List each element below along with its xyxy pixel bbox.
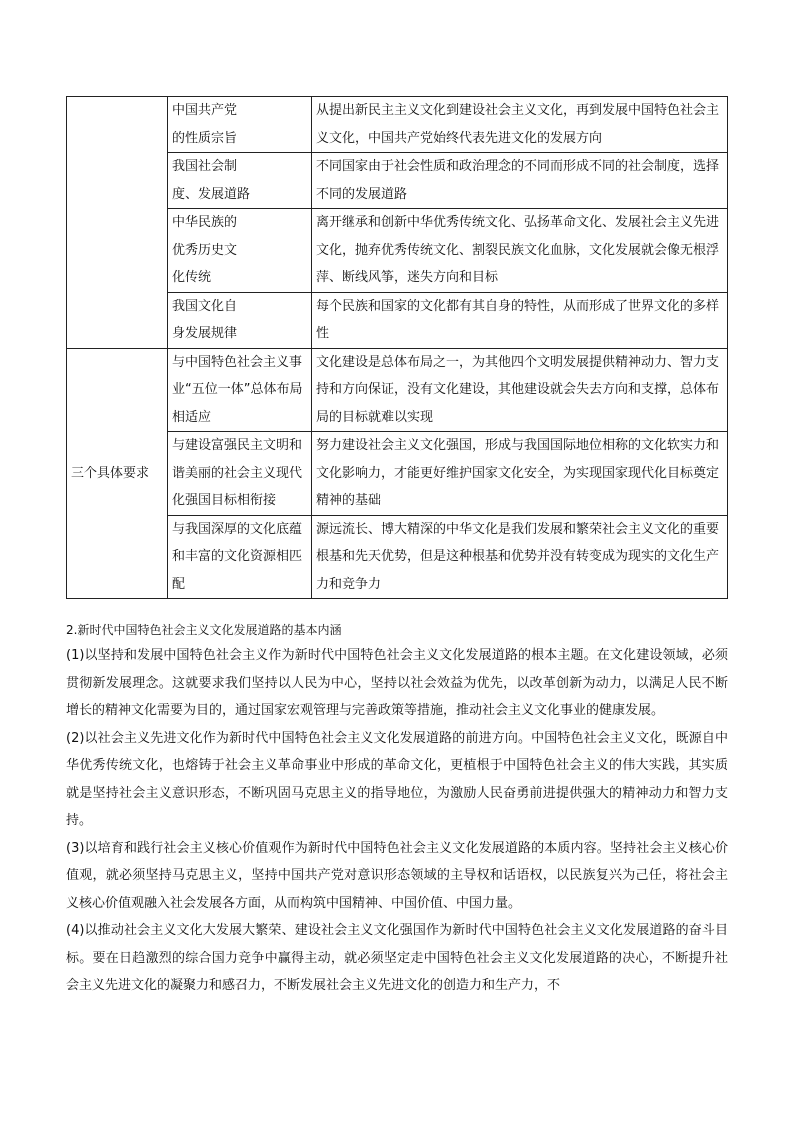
category-cell [67, 97, 168, 349]
table-row [67, 348, 728, 432]
paragraph: (2)以社会主义先进文化作为新时代中国特色社会主义文化发展道路的前进方向。中国特色社会主义文化，既源自中华优秀传统文化，也熔铸于社会主义革命事业中形成的革命文化，更植根于中国特色社会主义的伟大实践，其实质就是坚持社会主义意识形态，不断巩固马克思主义的指导地位，为激励人民奋勇前进提供强大的精神动力和智力支持。 [66, 730, 728, 828]
paragraph: (1)以坚持和发展中国特色社会主义作为新时代中国特色社会主义文化发展道路的根本主题。在文化建设领域，必须贯彻新发展理念。这就要求我们坚持以人民为中心，坚持以社会效益为优先，以改革创新为动力，以满足人民不断增长的精神文化需要为目的，通过国家宏观管理与完善政策等措施，推动社会主义文化事业的健康发展。 [66, 648, 728, 718]
category-cell: 三个具体要求 [67, 348, 168, 599]
item-cell: 我国社会制 度、发展道路 [168, 153, 312, 209]
item-cell: 与我国深厚的文化底蕴和丰富的文化资源相匹配 [168, 515, 312, 599]
paragraph: (3)以培育和践行社会主义核心价值观作为新时代中国特色社会主义文化发展道路的本质内容。坚持社会主义核心价值观，就必须坚持马克思主义，坚持中国共产党对意识形态领域的主导权和话语权，以民族复兴为己任，将社会主义核心价值观融入社会发展各方面，从而构筑中国精神、中国价值、中国力量。 [66, 840, 728, 911]
section-body [66, 618, 728, 1000]
content-table [66, 96, 728, 599]
item-cell: 中国共产党 的性质宗旨 [168, 97, 312, 153]
item-cell: 与中国特色社会主义事业“五位一体”总体布局相适应 [168, 348, 312, 432]
content-cell: 努力建设社会主义文化强国，形成与我国国际地位相称的文化软实力和文化影响力，才能更好维护国家文化安全，为实现国家现代化目标奠定精神的基础 [312, 432, 728, 516]
item-cell: 我国文化自 身发展规律 [168, 292, 312, 348]
section-heading: 2.新时代中国特色社会主义文化发展道路的基本内涵 [66, 623, 342, 637]
item-cell: 与建设富强民主文明和谐美丽的社会主义现代化强国目标相衔接 [168, 432, 312, 516]
item-cell: 中华民族的 优秀历史文 化传统 [168, 209, 312, 293]
content-cell: 离开继承和创新中华优秀传统文化、弘扬革命文化、发展社会主义先进文化，抛弃优秀传统文化、割裂民族文化血脉，文化发展就会像无根浮萍、断线风筝，迷失方向和目标 [312, 209, 728, 293]
content-cell: 源远流长、博大精深的中华文化是我们发展和繁荣社会主义文化的重要根基和先天优势，但是这种根基和优势并没有转变成为现实的文化生产力和竞争力 [312, 515, 728, 599]
table-row [67, 97, 728, 153]
content-cell: 从提出新民主主义文化到建设社会主义文化，再到发展中国特色社会主义文化，中国共产党始终代表先进文化的发展方向 [312, 97, 728, 153]
content-cell: 每个民族和国家的文化都有其自身的特性，从而形成了世界文化的多样性 [312, 292, 728, 348]
content-cell: 文化建设是总体布局之一，为其他四个文明发展提供精神动力、智力支持和方向保证，没有文化建设，其他建设就会失去方向和支撑，总体布局的目标就难以实现 [312, 348, 728, 432]
paragraph: (4)以推动社会主义文化大发展大繁荣、建设社会主义文化强国作为新时代中国特色社会主义文化发展道路的奋斗目标。要在日趋激烈的综合国力竞争中赢得主动，就必须坚定走中国特色社会主义文化发展道路的决心，不断提升社会主义先进文化的凝聚力和感召力，不断发展社会主义先进文化的创造力和生产力，不 [66, 923, 728, 993]
content-cell: 不同国家由于社会性质和政治理念的不同而形成不同的社会制度，选择不同的发展道路 [312, 153, 728, 209]
